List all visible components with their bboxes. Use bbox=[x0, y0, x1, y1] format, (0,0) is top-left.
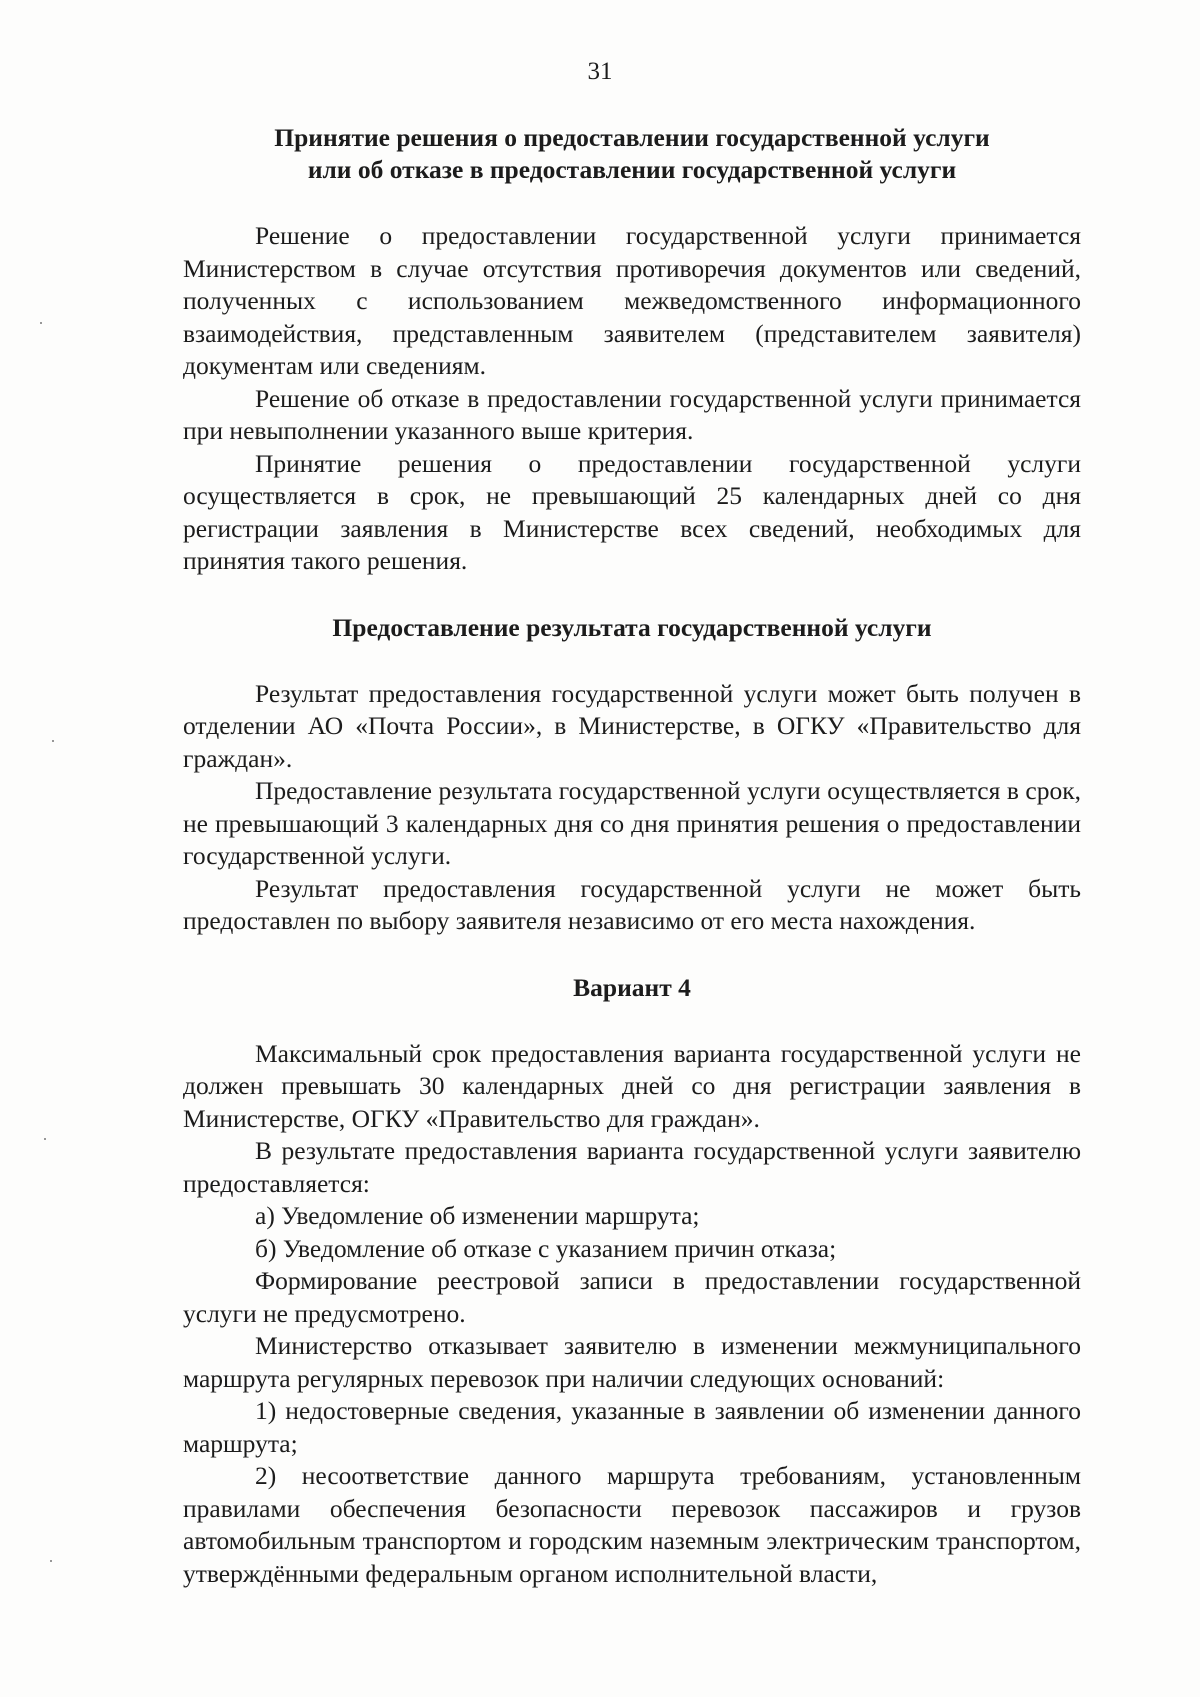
list-item: 2) несоответствие данного маршрута требованиям, установленным правилами обеспечения безопасности перевозок пассажиров и грузов автомобильным транспортом и городским наземным электрическим транспортом, утверждёнными федеральным органом исполнительной власти, bbox=[183, 1461, 1081, 1588]
list-item: б) Уведомление об отказе с указанием причин отказа; bbox=[255, 1233, 837, 1263]
document-body bbox=[183, 122, 1081, 1590]
scan-speck bbox=[50, 1560, 52, 1562]
paragraph: Решение о предоставлении государственной услуги принимается Министерством в случае отсутствия противоречия документов или сведений, полученных с использованием межведомственного информационного взаимодействия, представленным заявителем (представителем заявителя) документам или сведениям. bbox=[183, 221, 1081, 380]
page-number: 31 bbox=[587, 58, 613, 85]
paragraph: Решение об отказе в предоставлении государственной услуги принимается при невыполнении указанного выше критерия. bbox=[183, 383, 1081, 445]
paragraph: Максимальный срок предоставления варианта государственной услуги не должен превышать 30 календарных дней со дня регистрации заявления в Министерстве, ОГКУ «Правительство для граждан». bbox=[183, 1038, 1081, 1133]
paragraph: Формирование реестровой записи в предоставлении государственной услуги не предусмотрено. bbox=[183, 1266, 1081, 1328]
scan-speck bbox=[52, 740, 54, 742]
list-item: а) Уведомление об изменении маршрута; bbox=[255, 1201, 700, 1230]
paragraph: Предоставление результата государственной услуги осуществляется в срок, не превышающий 3 календарных дня со дня принятия решения о предоставлении государственной услуги. bbox=[183, 776, 1081, 870]
section-decision bbox=[183, 122, 1081, 578]
section-result bbox=[183, 612, 1081, 938]
paragraph: Министерство отказывает заявителю в изменении межмуниципального маршрута регулярных перевозок при наличии следующих оснований: bbox=[183, 1331, 1081, 1393]
section-heading: Вариант 4 bbox=[573, 972, 691, 1002]
paragraph: Результат предоставления государственной услуги может быть получен в отделении АО «Почта России», в Министерстве, в ОГКУ «Правительство для граждан». bbox=[183, 678, 1081, 773]
paragraph: Принятие решения о предоставлении государственной услуги осуществляется в срок, не превышающий 25 календарных дней со дня регистрации заявления в Министерстве всех сведений, необходимых для принятия такого решения. bbox=[183, 448, 1081, 575]
paragraph: Результат предоставления государственной услуги не может быть предоставлен по выбору заявителя независимо от его места нахождения. bbox=[183, 873, 1081, 935]
paragraph: В результате предоставления варианта государственной услуги заявителю предоставляется: bbox=[183, 1136, 1081, 1198]
section-heading: Принятие решения о предоставлении государственной услуги или об отказе в предоставлении государственной услуги bbox=[274, 123, 990, 184]
section-heading: Предоставление результата государственной услуги bbox=[332, 612, 932, 642]
list-item: 1) недостоверные сведения, указанные в заявлении об изменении данного маршрута; bbox=[183, 1396, 1081, 1458]
scan-speck bbox=[44, 1138, 46, 1140]
scan-speck bbox=[40, 322, 42, 324]
section-variant-4 bbox=[183, 972, 1081, 1591]
